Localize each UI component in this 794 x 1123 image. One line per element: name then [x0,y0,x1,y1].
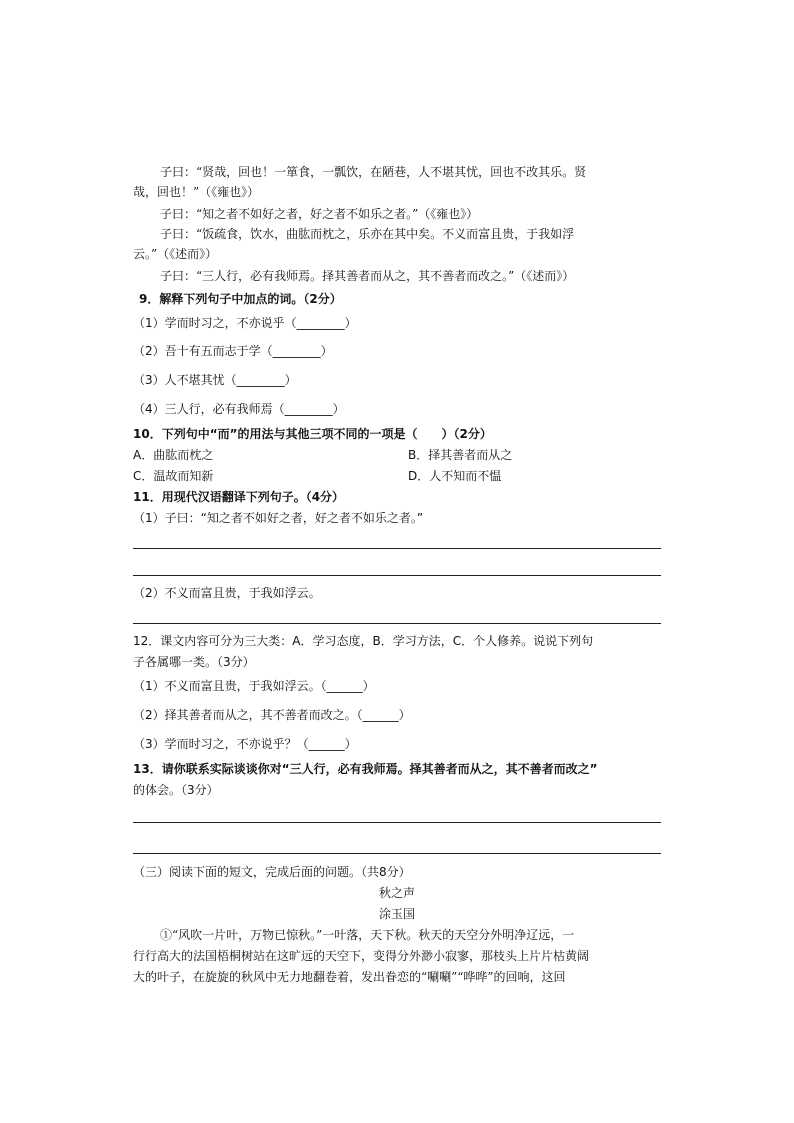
answer-line [133,623,661,624]
article-paragraph-line-1: ①“风吹一片叶，万物已惊秋。”一叶落，天下秋。秋天的天空分外明净辽远，一 [160,928,575,942]
passage-line-6: 子曰：“三人行，必有我师焉。择其善者而从之，其不善者而改之。”（《述而》） [160,269,575,283]
q12-item-1: （1）不义而富且贵，于我如浮云。（______） [133,679,375,693]
article-author: 涂玉国 [378,907,415,921]
article-paragraph-line-3: 大的叶子，在旋旋的秋风中无力地翻卷着，发出眷恋的“唰唰”“哗哗”的回响，这回 [133,970,566,984]
q13-stem-line-1: 13．请你联系实际谈谈你对“三人行，必有我师焉。择其善者而从之，其不善者而改之” [133,762,598,776]
q9-item-1: （1）学而时习之，不亦说乎（________） [133,316,357,330]
q12-stem-line-1: 12．课文内容可分为三大类：A．学习态度，B．学习方法，C．个人修养。说说下列句 [133,634,594,648]
passage-line-4: 子曰：“饭疏食，饮水，曲肱而枕之，乐亦在其中矣。不义而富且贵，于我如浮 [160,227,575,241]
passage-line-5: 云。”（《述而》） [133,247,218,261]
section3-heading: （三）阅读下面的短文，完成后面的问题。（共8分） [133,865,411,879]
q9-item-3: （3）人不堪其忧（________） [133,373,297,387]
q11-item-1: （1）子曰：“知之者不如好之者，好之者不如乐之者。” [133,511,424,525]
q9-item-2: （2）吾十有五而志于学（________） [133,344,333,358]
passage-line-1: 子曰：“贤哉，回也！一箪食，一瓢饮，在陋巷，人不堪其忧，回也不改其乐。贤 [160,165,587,179]
q12-item-2: （2）择其善者而从之，其不善者而改之。（______） [133,708,411,722]
answer-line [133,575,661,576]
q10-option-a: A．曲肱而枕之 [133,448,214,462]
q11-item-2: （2）不义而富且贵，于我如浮云。 [133,586,321,600]
q11-stem: 11．用现代汉语翻译下列句子。（4分） [133,490,345,504]
answer-line [133,853,661,854]
q10-option-b: B．择其善者而从之 [408,448,513,462]
q10-stem: 10．下列句中“而”的用法与其他三项不同的一项是（ ）（2分） [133,427,492,441]
article-title: 秋之声 [378,886,415,900]
q12-stem-line-2: 子各属哪一类。（3分） [133,655,255,669]
q10-option-d: D．人不知而不愠 [408,469,502,483]
passage-line-2: 哉，回也！”（《雍也》） [133,185,260,199]
passage-line-3: 子曰：“知之者不如好之者，好之者不如乐之者。”（《雍也》） [160,207,479,221]
q13-stem-line-2: 的体会。（3分） [133,783,219,797]
q12-item-3: （3）学而时习之，不亦说乎？（______） [133,737,357,751]
answer-line [133,548,661,549]
q9-stem: 9．解释下列句子中加点的词。（2分） [139,292,342,306]
answer-line [133,822,661,823]
article-paragraph-line-2: 行行高大的法国梧桐树站在这旷远的天空下，变得分外渺小寂寥，那枝头上片片枯黄阔 [133,949,590,963]
q9-item-4: （4）三人行，必有我师焉（________） [133,402,345,416]
q10-option-c: C．温故而知新 [133,469,214,483]
